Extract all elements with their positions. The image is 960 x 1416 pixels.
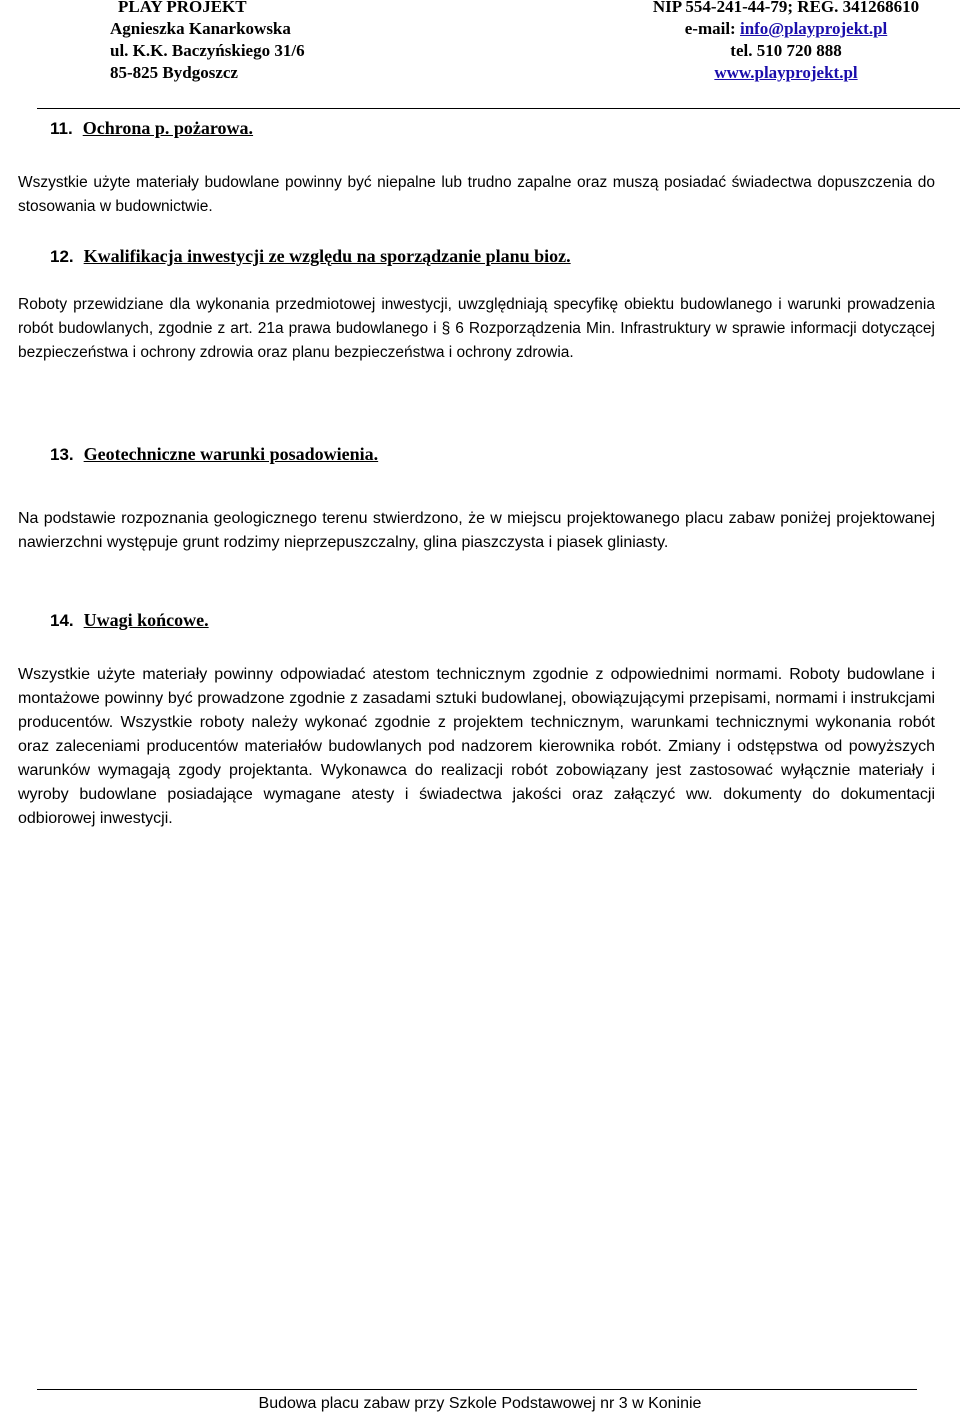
company-name: PLAY PROJEKT <box>118 0 247 16</box>
section-heading-12 <box>50 245 571 268</box>
footer-divider <box>37 1389 917 1390</box>
header-divider <box>37 108 960 109</box>
section-heading-11 <box>50 117 253 140</box>
section-title: Ochrona p. pożarowa. <box>82 118 254 138</box>
section-text-11: Wszystkie użyte materiały budowlane powinny być niepalne lub trudno zapalne oraz muszą posiadać świadectwa dopuszczenia do stosowania w budownictwie. <box>18 174 935 215</box>
footer-text: Budowa placu zabaw przy Szkole Podstawowej nr 3 w Koninie <box>258 1395 702 1412</box>
owner-name: Agnieszka Kanarkowska <box>110 19 291 38</box>
nip-reg: NIP 554-241-44-79; REG. 341268610 <box>652 0 920 16</box>
section-text-12: Roboty przewidziane dla wykonania przedmiotowej inwestycji, uwzględniają specyfikę obiektu budowlanego i warunki prowadzenia robót budowlanych, zgodnie z art. 21a prawa budowlanego i § 6 Rozporządzenia Min. Infrastruktury w sprawie informacji dotyczącej bezpieczeństwa i ochrony zdrowia oraz planu bezpieczeństwa i ochrony zdrowia. <box>18 296 935 361</box>
website-link[interactable]: www.playprojekt.pl <box>714 63 858 82</box>
section-text-13: Na podstawie rozpoznania geologicznego terenu stwierdzono, że w miejscu projektowanego placu zabaw poniżej projektowanej nawierzchni występuje grunt rodzimy nieprzepuszczalny, glina piaszczysta i piasek gliniasty. <box>18 510 935 551</box>
phone: tel. 510 720 888 <box>730 41 842 60</box>
section-number: 14. <box>50 611 74 630</box>
section-heading-14 <box>50 609 209 632</box>
city-address: 85-825 Bydgoszcz <box>110 63 238 82</box>
section-text-14: Wszystkie użyte materiały powinny odpowiadać atestom technicznym zgodnie z odpowiednimi normami. Roboty budowlane i montażowe powinny być prowadzone zgodnie z zasadami sztuki budowlanej, obowiązującymi przepisami, normami i instrukcjami producentów. Wszystkie roboty należy wykonać zgodnie z projektem technicznym, warunkami technicznymi wykonania robót oraz zaleceniami producentów materiałów budowlanych pod nadzorem kierownika robót. Zmiany i odstępstwa od powyższych warunków wymagają zgody projektanta. Wykonawca do realizacji robót zobowiązany jest zastosować wyłącznie materiały i wyroby budowlane posiadające wymagane atesty i świadectwa jakości oraz załączyć ww. dokumenty do dokumentacji odbiorowej inwestycji. <box>18 666 935 827</box>
header-company-block <box>110 0 305 84</box>
section-number: 11. <box>50 119 73 138</box>
section-title: Uwagi końcowe. <box>83 610 209 630</box>
section-title: Geotechniczne warunki posadowienia. <box>83 444 379 464</box>
street-address: ul. K.K. Baczyńskiego 31/6 <box>110 41 305 60</box>
email-line <box>638 18 934 40</box>
email-link[interactable]: info@playprojekt.pl <box>739 19 888 38</box>
section-number: 12. <box>50 247 74 266</box>
section-heading-13 <box>50 443 378 466</box>
section-title: Kwalifikacja inwestycji ze względu na sporządzanie planu bioz. <box>83 246 571 266</box>
header-contact-block <box>638 0 934 84</box>
email-label: e-mail: <box>684 19 740 38</box>
section-number: 13. <box>50 445 74 464</box>
